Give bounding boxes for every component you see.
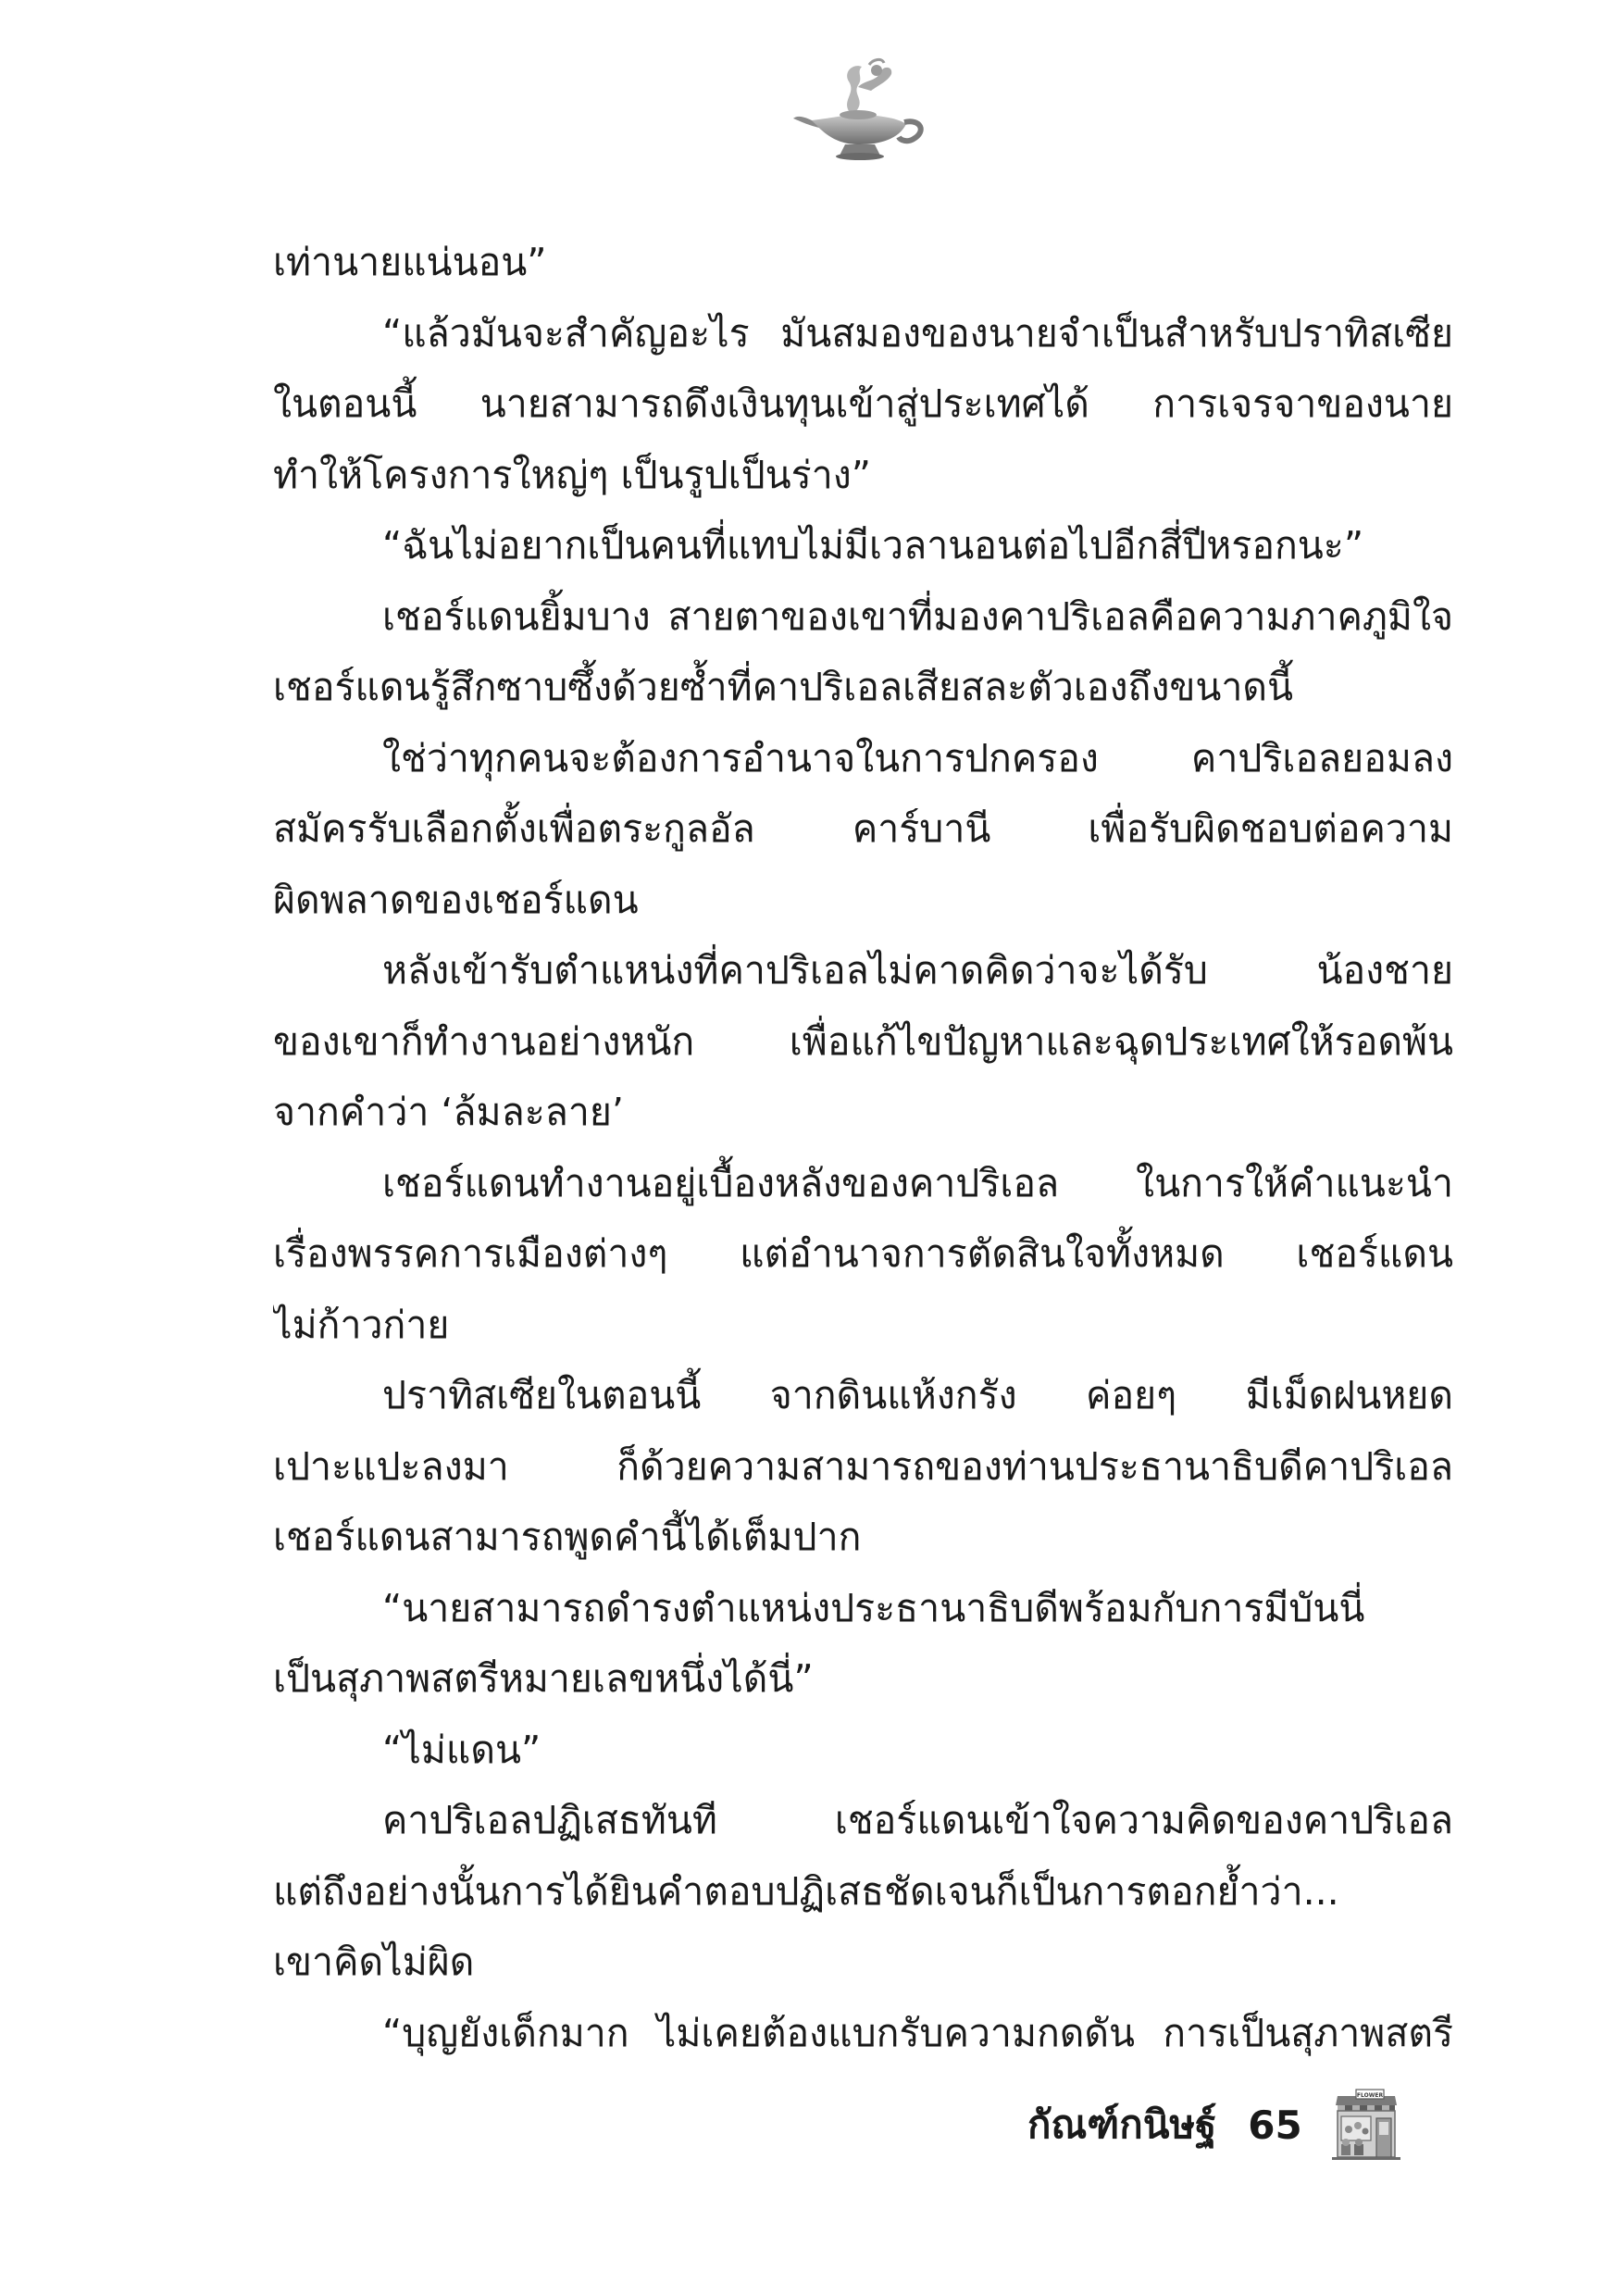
text-line: เชอร์แดนยิ้มบาง สายตาของเขาที่มองคาปริเอลคือความภาคภูมิใจ xyxy=(382,593,1453,639)
text-line: เรื่องพรรคการเมืองต่างๆ แต่อำนาจการตัดสินใจทั้งหมด เชอร์แดน xyxy=(273,1231,1453,1276)
text-line: เท่านายแน่นอน” xyxy=(273,240,547,284)
text-line: เปาะแปะลงมา ก็ด้วยความสามารถของท่านประธานาธิบดีคาปริเอล xyxy=(273,1443,1453,1489)
text-line: “แล้วมันจะสำคัญอะไร มันสมองของนายจำเป็นสำหรับปราทิสเซีย xyxy=(382,310,1453,356)
text-line: เขาคิดไม่ผิด xyxy=(273,1940,475,1984)
text-line: “บุญยังเด็กมาก ไม่เคยต้องแบกรับความกดดัน การเป็นสุภาพสตรี xyxy=(382,2010,1453,2055)
text-line: “ไม่แดน” xyxy=(382,1727,541,1772)
text-line: ในตอนนี้ นายสามารถดึงเงินทุนเข้าสู่ประเทศได้ การเจรจาของนาย xyxy=(273,381,1453,426)
author-name: กัณฑ์กนิษฐ์ xyxy=(1027,2102,1217,2147)
text-line: ผิดพลาดของเชอร์แดน xyxy=(273,877,639,922)
text-line: “ฉันไม่อยากเป็นคนที่แทบไม่มีเวลานอนต่อไปอีกสี่ปีหรอกนะ” xyxy=(382,523,1364,568)
text-line: สมัครรับเลือกตั้งเพื่อตระกูลอัล คาร์บานี เพื่อรับผิดชอบต่อความ xyxy=(273,806,1453,851)
genie-lamp-icon xyxy=(791,54,930,165)
text-line: คาปริเอลปฏิเสธทันที เชอร์แดนเข้าใจความคิดของคาปริเอล xyxy=(382,1798,1453,1842)
text-line: เชอร์แดนสามารถพูดคำนี้ได้เต็มปาก xyxy=(273,1515,862,1559)
text-line: จากคำว่า ‘ล้มละลาย’ xyxy=(273,1090,624,1134)
logo-text: FLOWER xyxy=(1356,2092,1383,2099)
text-line: เชอร์แดนทำงานอยู่เบื้องหลังของคาปริเอล ในการให้คำแนะนำ xyxy=(382,1160,1453,1205)
page-footer xyxy=(1027,2088,1402,2162)
text-line: ปราทิสเซียในตอนนี้ จากดินแห้งกรัง ค่อยๆ มีเม็ดฝนหยด xyxy=(382,1373,1453,1417)
text-line: เชอร์แดนรู้สึกซาบซึ้งด้วยซ้ำที่คาปริเอลเสียสละตัวเองถึงขนาดนี้ xyxy=(273,665,1294,709)
text-line: ไม่ก้าวก่าย xyxy=(273,1302,450,1347)
page-number: 65 xyxy=(1248,2102,1302,2148)
flower-shop-logo-icon xyxy=(1330,2089,1402,2161)
text-line: เป็นสุภาพสตรีหมายเลขหนึ่งได้นี่” xyxy=(273,1656,814,1701)
text-line: “นายสามารถดำรงตำแหน่งประธานาธิบดีพร้อมกับการมีบันนี่ xyxy=(382,1585,1365,1630)
text-line: ทำให้โครงการใหญ่ๆ เป็นรูปเป็นร่าง” xyxy=(273,452,871,497)
text-line: แต่ถึงอย่างนั้นการได้ยินคำตอบปฏิเสธชัดเจนก็เป็นการตอกย้ำว่า... xyxy=(273,1868,1339,1914)
text-line: ใช่ว่าทุกคนจะต้องการอำนาจในการปกครอง คาปริเอลยอมลง xyxy=(382,735,1453,780)
text-line: หลังเข้ารับตำแหน่งที่คาปริเอลไม่คาดคิดว่าจะได้รับ น้องชาย xyxy=(382,948,1453,992)
text-line: ของเขาก็ทำงานอย่างหนัก เพื่อแก้ไขปัญหาและฉุดประเทศให้รอดพ้น xyxy=(273,1018,1453,1064)
body-text xyxy=(273,227,1453,2068)
